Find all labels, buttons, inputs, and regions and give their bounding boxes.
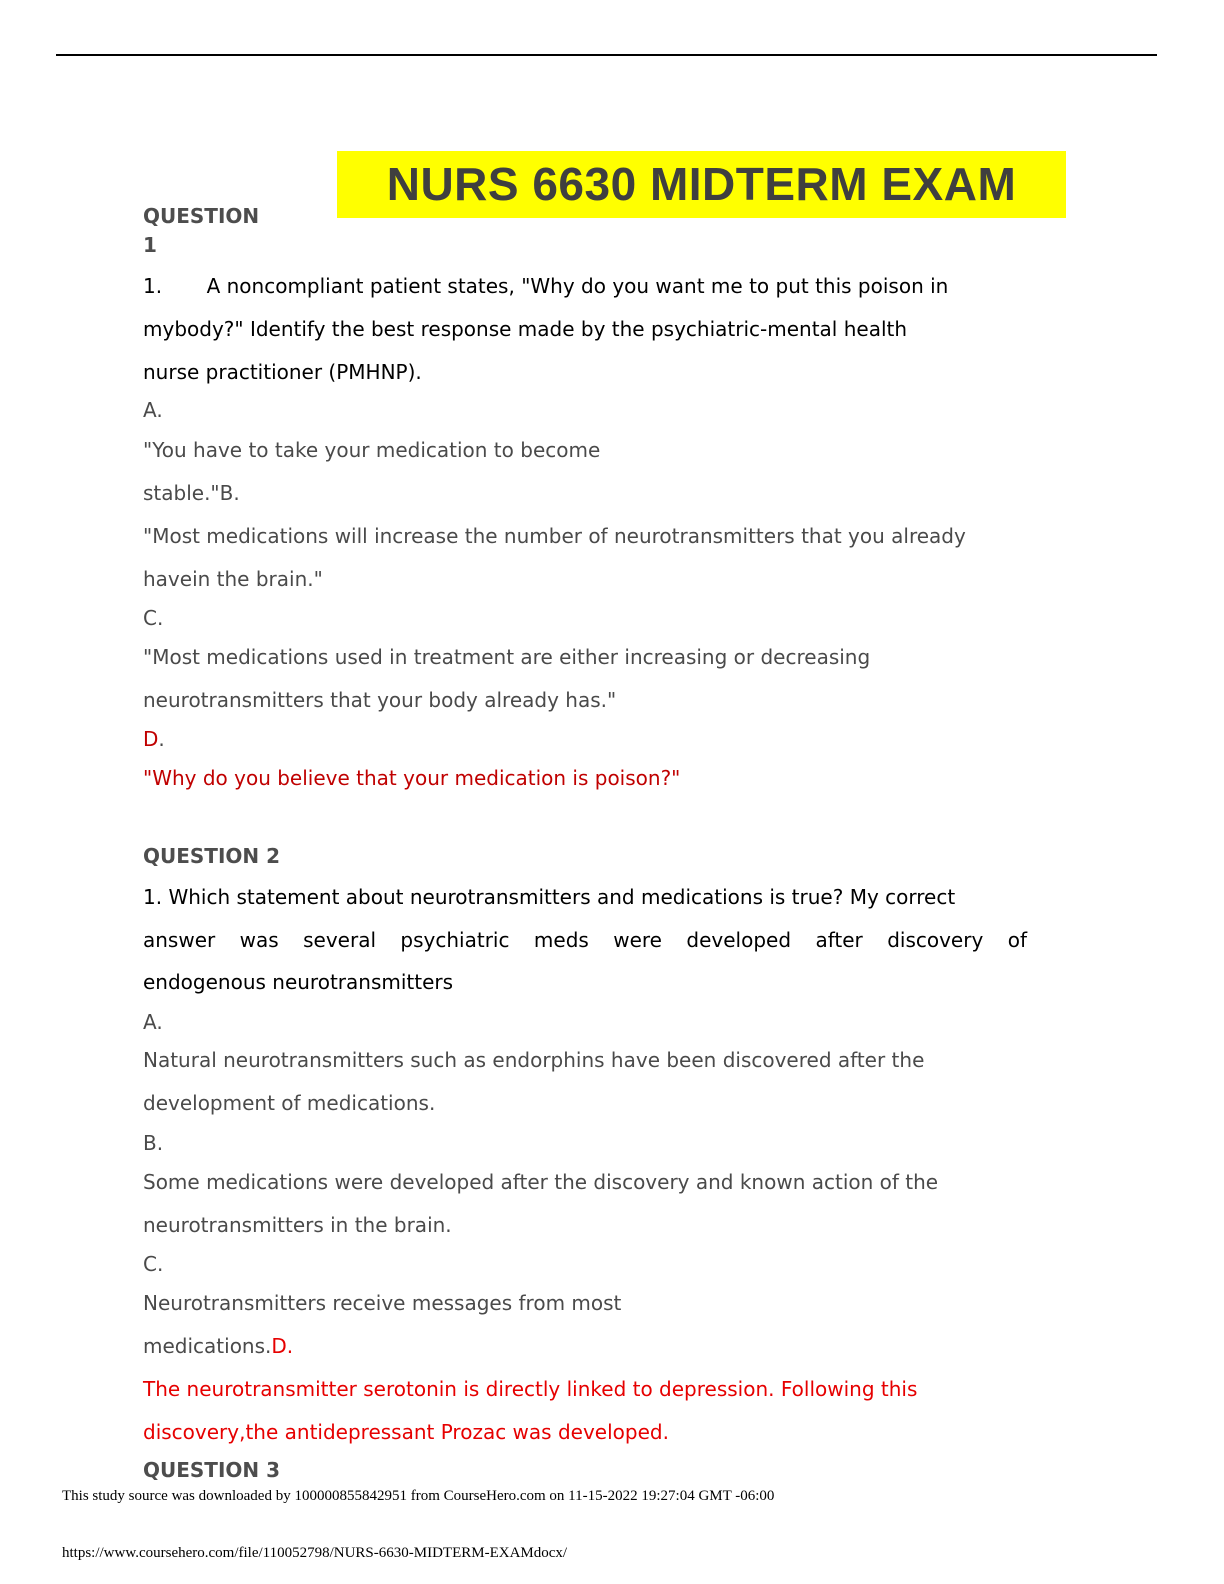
question-1-heading-line1: QUESTION [143,204,260,228]
question-2-option-b-line2: neurotransmitters in the brain. [143,1213,452,1237]
question-1-heading-line2: 1 [143,233,157,257]
question-1-option-a-line2: stable."B. [143,481,240,505]
question-2-option-a-line2: development of medications. [143,1091,436,1115]
question-1-option-b-line1: "Most medications will increase the number of neurotransmitters that you already [143,524,966,548]
question-1-option-c-line1: "Most medications used in treatment are either increasing or decreasing [143,645,871,669]
question-1-stem-line2: mybody?" Identify the best response made by the psychiatric-mental health [143,317,908,341]
question-2-option-b-line1: Some medications were developed after the discovery and known action of the [143,1170,939,1194]
question-2-option-a-label: A. [143,1010,163,1034]
question-2-stem-line3: endogenous neurotransmitters [143,970,454,994]
question-1-option-d-label-row [143,727,165,751]
question-2-correct-answer-line2: discovery,the antidepressant Prozac was developed. [143,1420,669,1444]
question-2-stem-line2: answer was several psychiatric meds were developed after discovery of [143,928,1027,952]
question-3-heading: QUESTION 3 [143,1458,281,1482]
question-2-option-d-label: D. [271,1334,294,1358]
exam-title: NURS 6630 MIDTERM EXAM [337,151,1066,218]
question-1-option-c-line2: neurotransmitters that your body already has." [143,688,617,712]
question-1-option-a-label: A. [143,398,163,422]
question-1-stem-line3: nurse practitioner (PMHNP). [143,360,422,384]
question-1-stem-line1: 1. A noncompliant patient states, "Why do you want me to put this poison in [143,274,949,298]
question-1-option-b-line2: havein the brain." [143,567,323,591]
question-1-option-c-label: C. [143,606,164,630]
question-1-correct-answer: "Why do you believe that your medication is poison?" [143,766,681,790]
question-1-option-a-line1: "You have to take your medication to become [143,438,601,462]
question-2-option-c-label: C. [143,1252,164,1276]
top-rule [56,54,1157,56]
question-2-option-a-line1: Natural neurotransmitters such as endorphins have been discovered after the [143,1048,925,1072]
question-2-option-c-line2: medications. [143,1334,272,1358]
question-2-heading: QUESTION 2 [143,844,281,868]
question-2-option-b-label: B. [143,1131,164,1155]
question-2-option-c-line2-row [143,1334,293,1358]
footer-url[interactable]: https://www.coursehero.com/file/110052798/NURS-6630-MIDTERM-EXAMdocx/ [62,1545,568,1561]
question-1-option-d-period: . [158,727,165,751]
question-1-option-d-label: D [143,727,159,751]
footer-source-note: This study source was downloaded by 100000855842951 from CourseHero.com on 11-15-2022 19:27:04 GMT -06:00 [62,1488,775,1504]
question-2-correct-answer-line1: The neurotransmitter serotonin is directly linked to depression. Following this [143,1377,918,1401]
question-2-stem-line1: 1. Which statement about neurotransmitters and medications is true? My correct [143,885,956,909]
question-2-option-c-line1: Neurotransmitters receive messages from most [143,1291,622,1315]
